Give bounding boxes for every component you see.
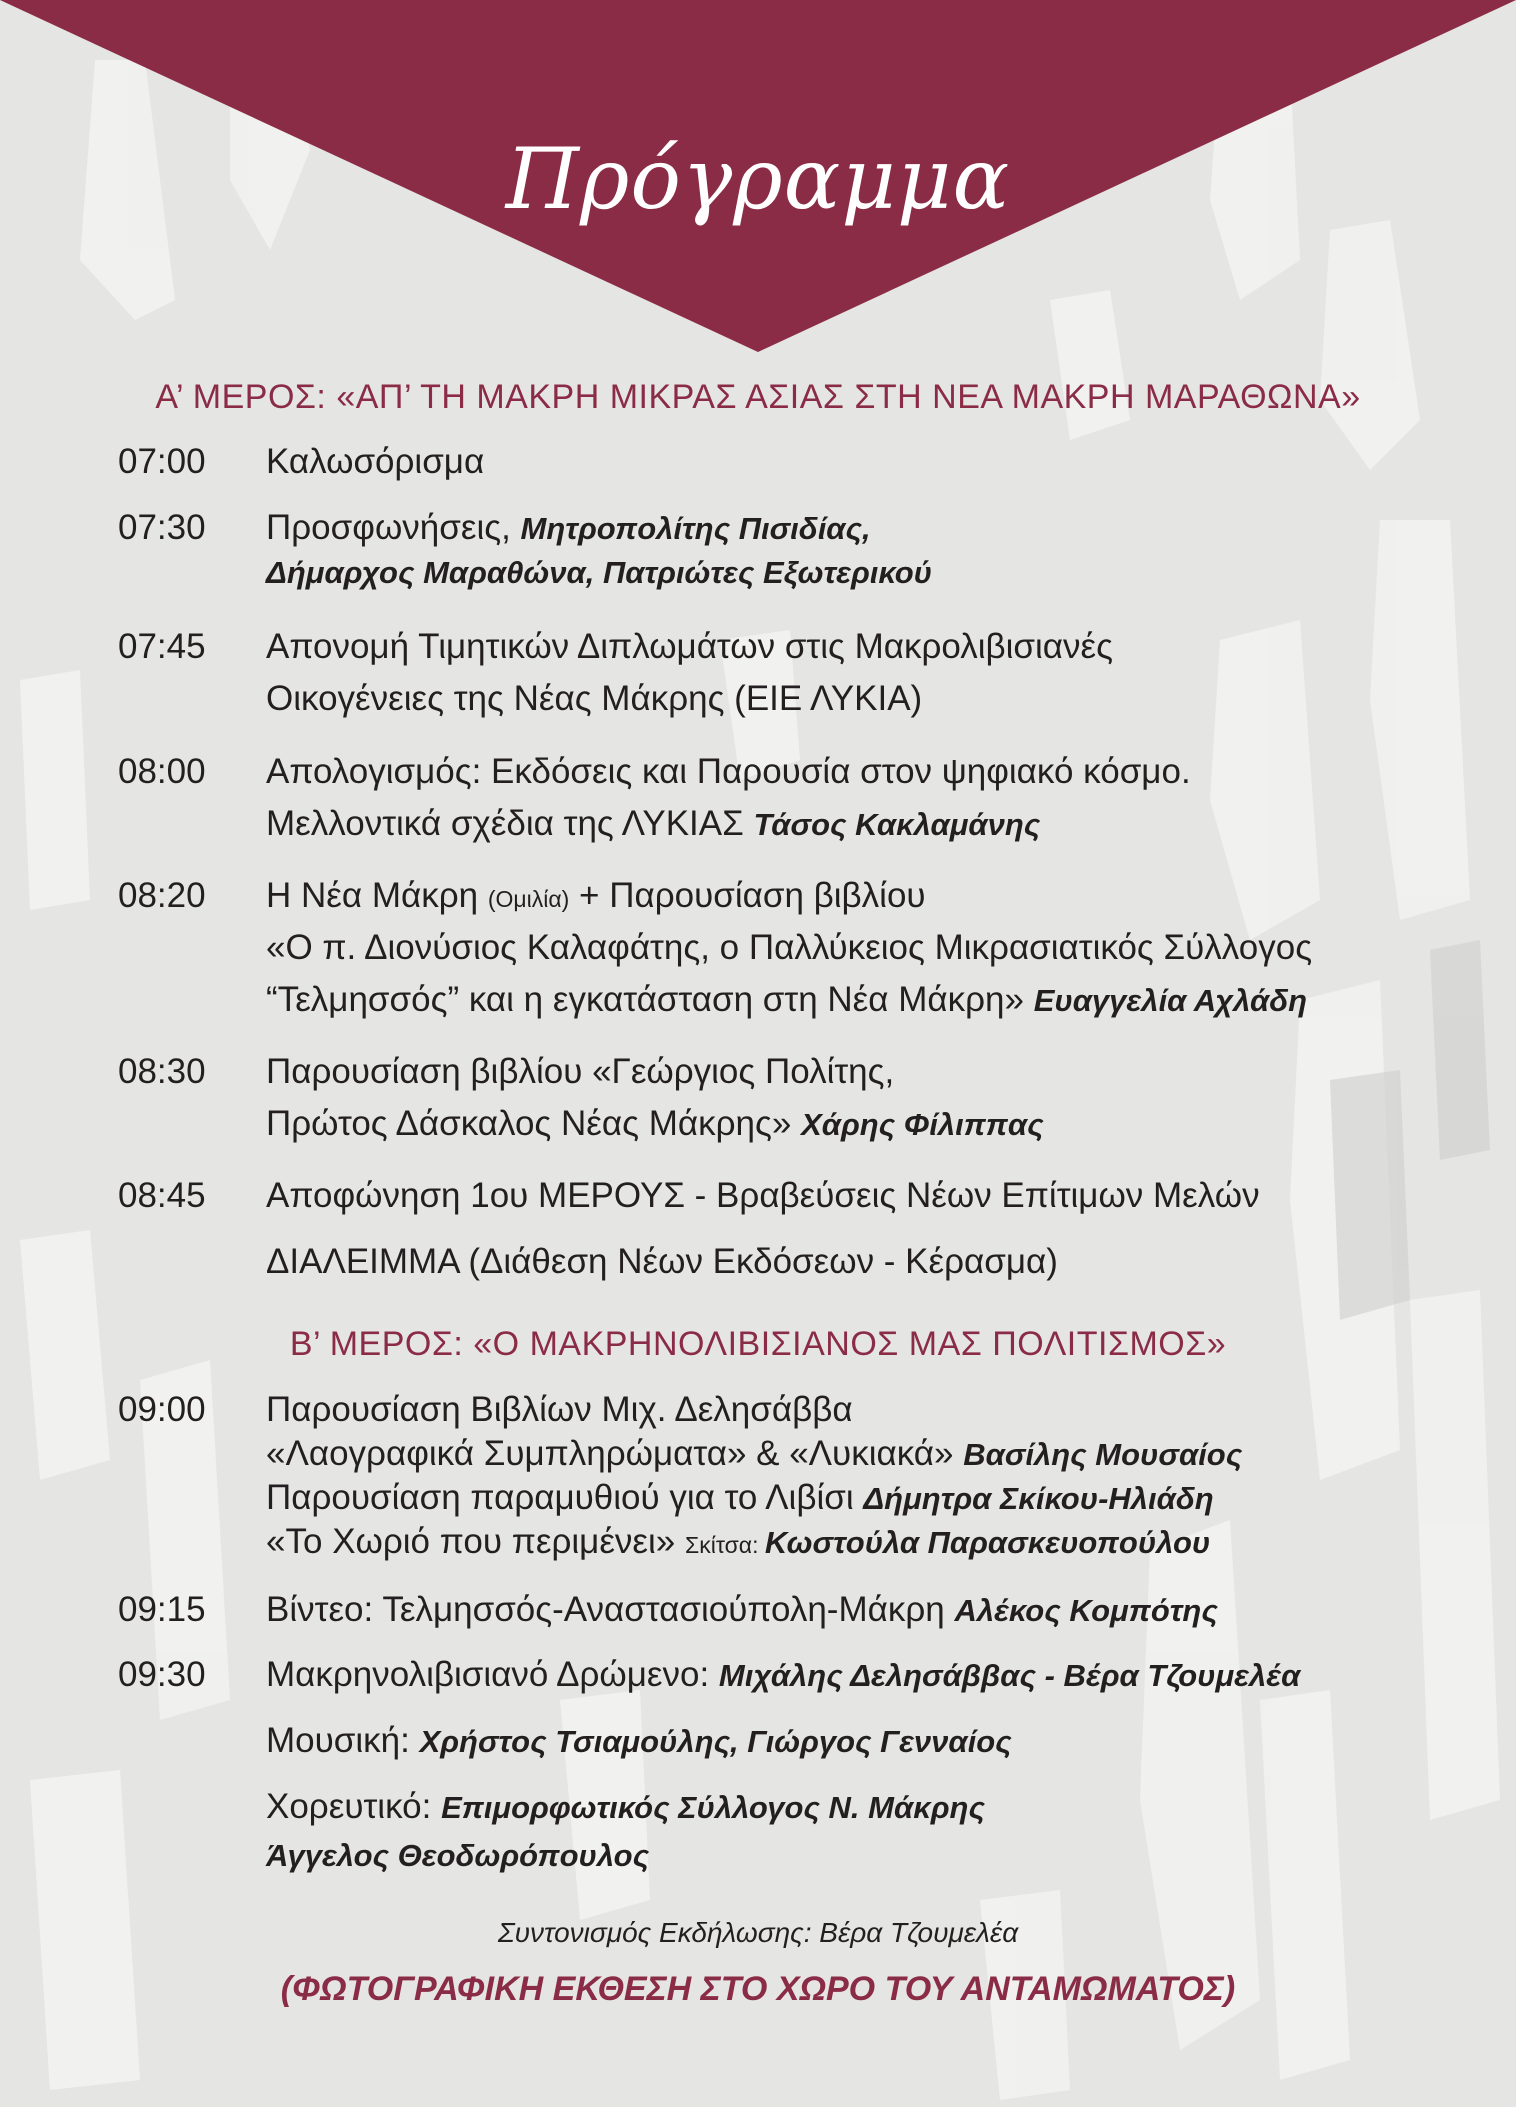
item-text: Πρώτος Δάσκαλος Νέας Μάκρης» <box>266 1104 802 1143</box>
item-line <box>266 552 932 592</box>
item-text: Αποφώνηση 1ου ΜΕΡΟΥΣ - Βραβεύσεις Νέων Επίτιμων Μελών <box>266 1176 1260 1215</box>
speaker-name: Μιχάλης Δελησάββας - Βέρα Τζουμελέα <box>718 1658 1301 1693</box>
speaker-name: Αλέκος Κομπότης <box>954 1593 1218 1628</box>
item-time: 08:20 <box>118 876 206 915</box>
item-text: Παρουσίαση παραμυθιού για το Λιβίσι <box>266 1478 864 1517</box>
item-text: Απολογισμός: Εκδόσεις και Παρουσία στον ψηφιακό κόσμο. <box>266 752 1191 791</box>
item-line <box>266 1590 1218 1630</box>
speaker-name: Δήμητρα Σκίκου-Ηλιάδη <box>863 1481 1214 1516</box>
item-time: 07:45 <box>118 627 206 666</box>
speaker-name: Δήμαρχος Μαραθώνα, Πατριώτες Εξωτερικού <box>266 555 932 590</box>
page-title: Πρόγραμμα <box>505 130 1011 228</box>
speaker-name: Βασίλης Μουσαίος <box>963 1437 1243 1472</box>
item-time: 08:00 <box>118 752 206 791</box>
item-text: Οικογένειες της Νέας Μάκρης (ΕΙΕ ΛΥΚΙΑ) <box>266 679 923 718</box>
item-line <box>266 1522 1210 1562</box>
item-text: Μελλοντικά σχέδια της ΛΥΚΙΑΣ <box>266 804 754 843</box>
item-line <box>266 1478 1214 1518</box>
item-note: (Ομιλία) <box>487 886 570 912</box>
part-b-heading: Β’ ΜΕΡΟΣ: «Ο ΜΑΚΡΗΝΟΛΙΒΙΣΙΑΝΟΣ ΜΑΣ ΠΟΛΙΤΙΣΜΟΣ» <box>289 1325 1227 1363</box>
item-line <box>266 1104 1044 1144</box>
part-a-heading: Α’ ΜΕΡΟΣ: «ΑΠ’ ΤΗ ΜΑΚΡΗ ΜΙΚΡΑΣ ΑΣΙΑΣ ΣΤΗ ΝΕΑ ΜΑΚΡΗ ΜΑΡΑΘΩΝΑ» <box>155 378 1361 416</box>
speaker-name: Μητροπολίτης Πισιδίας, <box>520 511 871 546</box>
item-line <box>266 1434 1242 1474</box>
speaker-name: Τάσος Κακλαμάνης <box>753 807 1041 842</box>
item-text: «Το Χωριό που περιμένει» <box>266 1522 685 1561</box>
item-text: Απονομή Τιμητικών Διπλωμάτων στις Μακρολιβισιανές <box>266 627 1113 666</box>
item-line <box>266 508 871 548</box>
item-time: 07:00 <box>118 442 206 481</box>
item-line <box>266 1655 1300 1695</box>
coordination-note: Συντονισμός Εκδήλωσης: Βέρα Τζουμελέα <box>497 1917 1019 1948</box>
item-text: Καλωσόρισμα <box>266 442 485 481</box>
item-line <box>266 1721 1012 1761</box>
speaker-name: Χρήστος Τσιαμούλης, Γιώργος Γενναίος <box>419 1724 1012 1759</box>
item-text: “Τελμησσός” και η εγκατάσταση στη Νέα Μάκρη» <box>266 980 1034 1019</box>
photo-exhibition-note: (ΦΩΤΟΓΡΑΦΙΚΗ ΕΚΘΕΣΗ ΣΤΟ ΧΩΡΟ ΤΟΥ ΑΝΤΑΜΩΜΑΤΟΣ) <box>280 1970 1236 2008</box>
item-text: Μακρηνολιβισιανό Δρώμενο: <box>266 1655 719 1694</box>
item-text: Μουσική: <box>266 1721 420 1760</box>
item-line <box>266 876 926 916</box>
item-text: Χορευτικό: <box>266 1787 442 1826</box>
speaker-name: Κωστούλα Παρασκευοπούλου <box>764 1525 1211 1560</box>
item-text: Προσφωνήσεις, <box>266 508 521 547</box>
item-time: 09:30 <box>118 1655 206 1694</box>
item-time: 08:45 <box>118 1176 206 1215</box>
item-text: «Λαογραφικά Συμπληρώματα» & «Λυκιακά» <box>266 1434 964 1473</box>
speaker-name: Ευαγγελία Αχλάδη <box>1033 983 1308 1018</box>
item-note: Σκίτσα: <box>685 1532 765 1558</box>
speaker-name: Χάρης Φίλιππας <box>801 1107 1044 1142</box>
item-time: 09:15 <box>118 1590 206 1629</box>
item-text: «Ο π. Διονύσιος Καλαφάτης, ο Παλλύκειος Μικρασιατικός Σύλλογος <box>266 928 1313 967</box>
item-time: 07:30 <box>118 508 206 547</box>
item-line <box>266 1835 649 1875</box>
item-line <box>266 980 1307 1020</box>
item-line <box>266 1787 985 1827</box>
item-text: Παρουσίαση Βιβλίων Μιχ. Δελησάββα <box>266 1390 853 1429</box>
speaker-name: Άγγελος Θεοδωρόπουλος <box>266 1838 650 1873</box>
speaker-name: Επιμορφωτικός Σύλλογος Ν. Μάκρης <box>441 1790 985 1825</box>
item-line <box>266 804 1040 844</box>
item-text: + Παρουσίαση βιβλίου <box>569 876 926 915</box>
item-time: 08:30 <box>118 1052 206 1091</box>
item-text: Παρουσίαση βιβλίου «Γεώργιος Πολίτης, <box>266 1052 895 1091</box>
item-text: Βίντεο: Τελμησσός-Αναστασιούπολη-Μάκρη <box>266 1590 955 1629</box>
item-text: Η Νέα Μάκρη <box>266 876 488 915</box>
item-time: 09:00 <box>118 1390 206 1429</box>
item-text: ΔΙΑΛΕΙΜΜΑ (Διάθεση Νέων Εκδόσεων - Κέρασμα) <box>266 1242 1058 1281</box>
